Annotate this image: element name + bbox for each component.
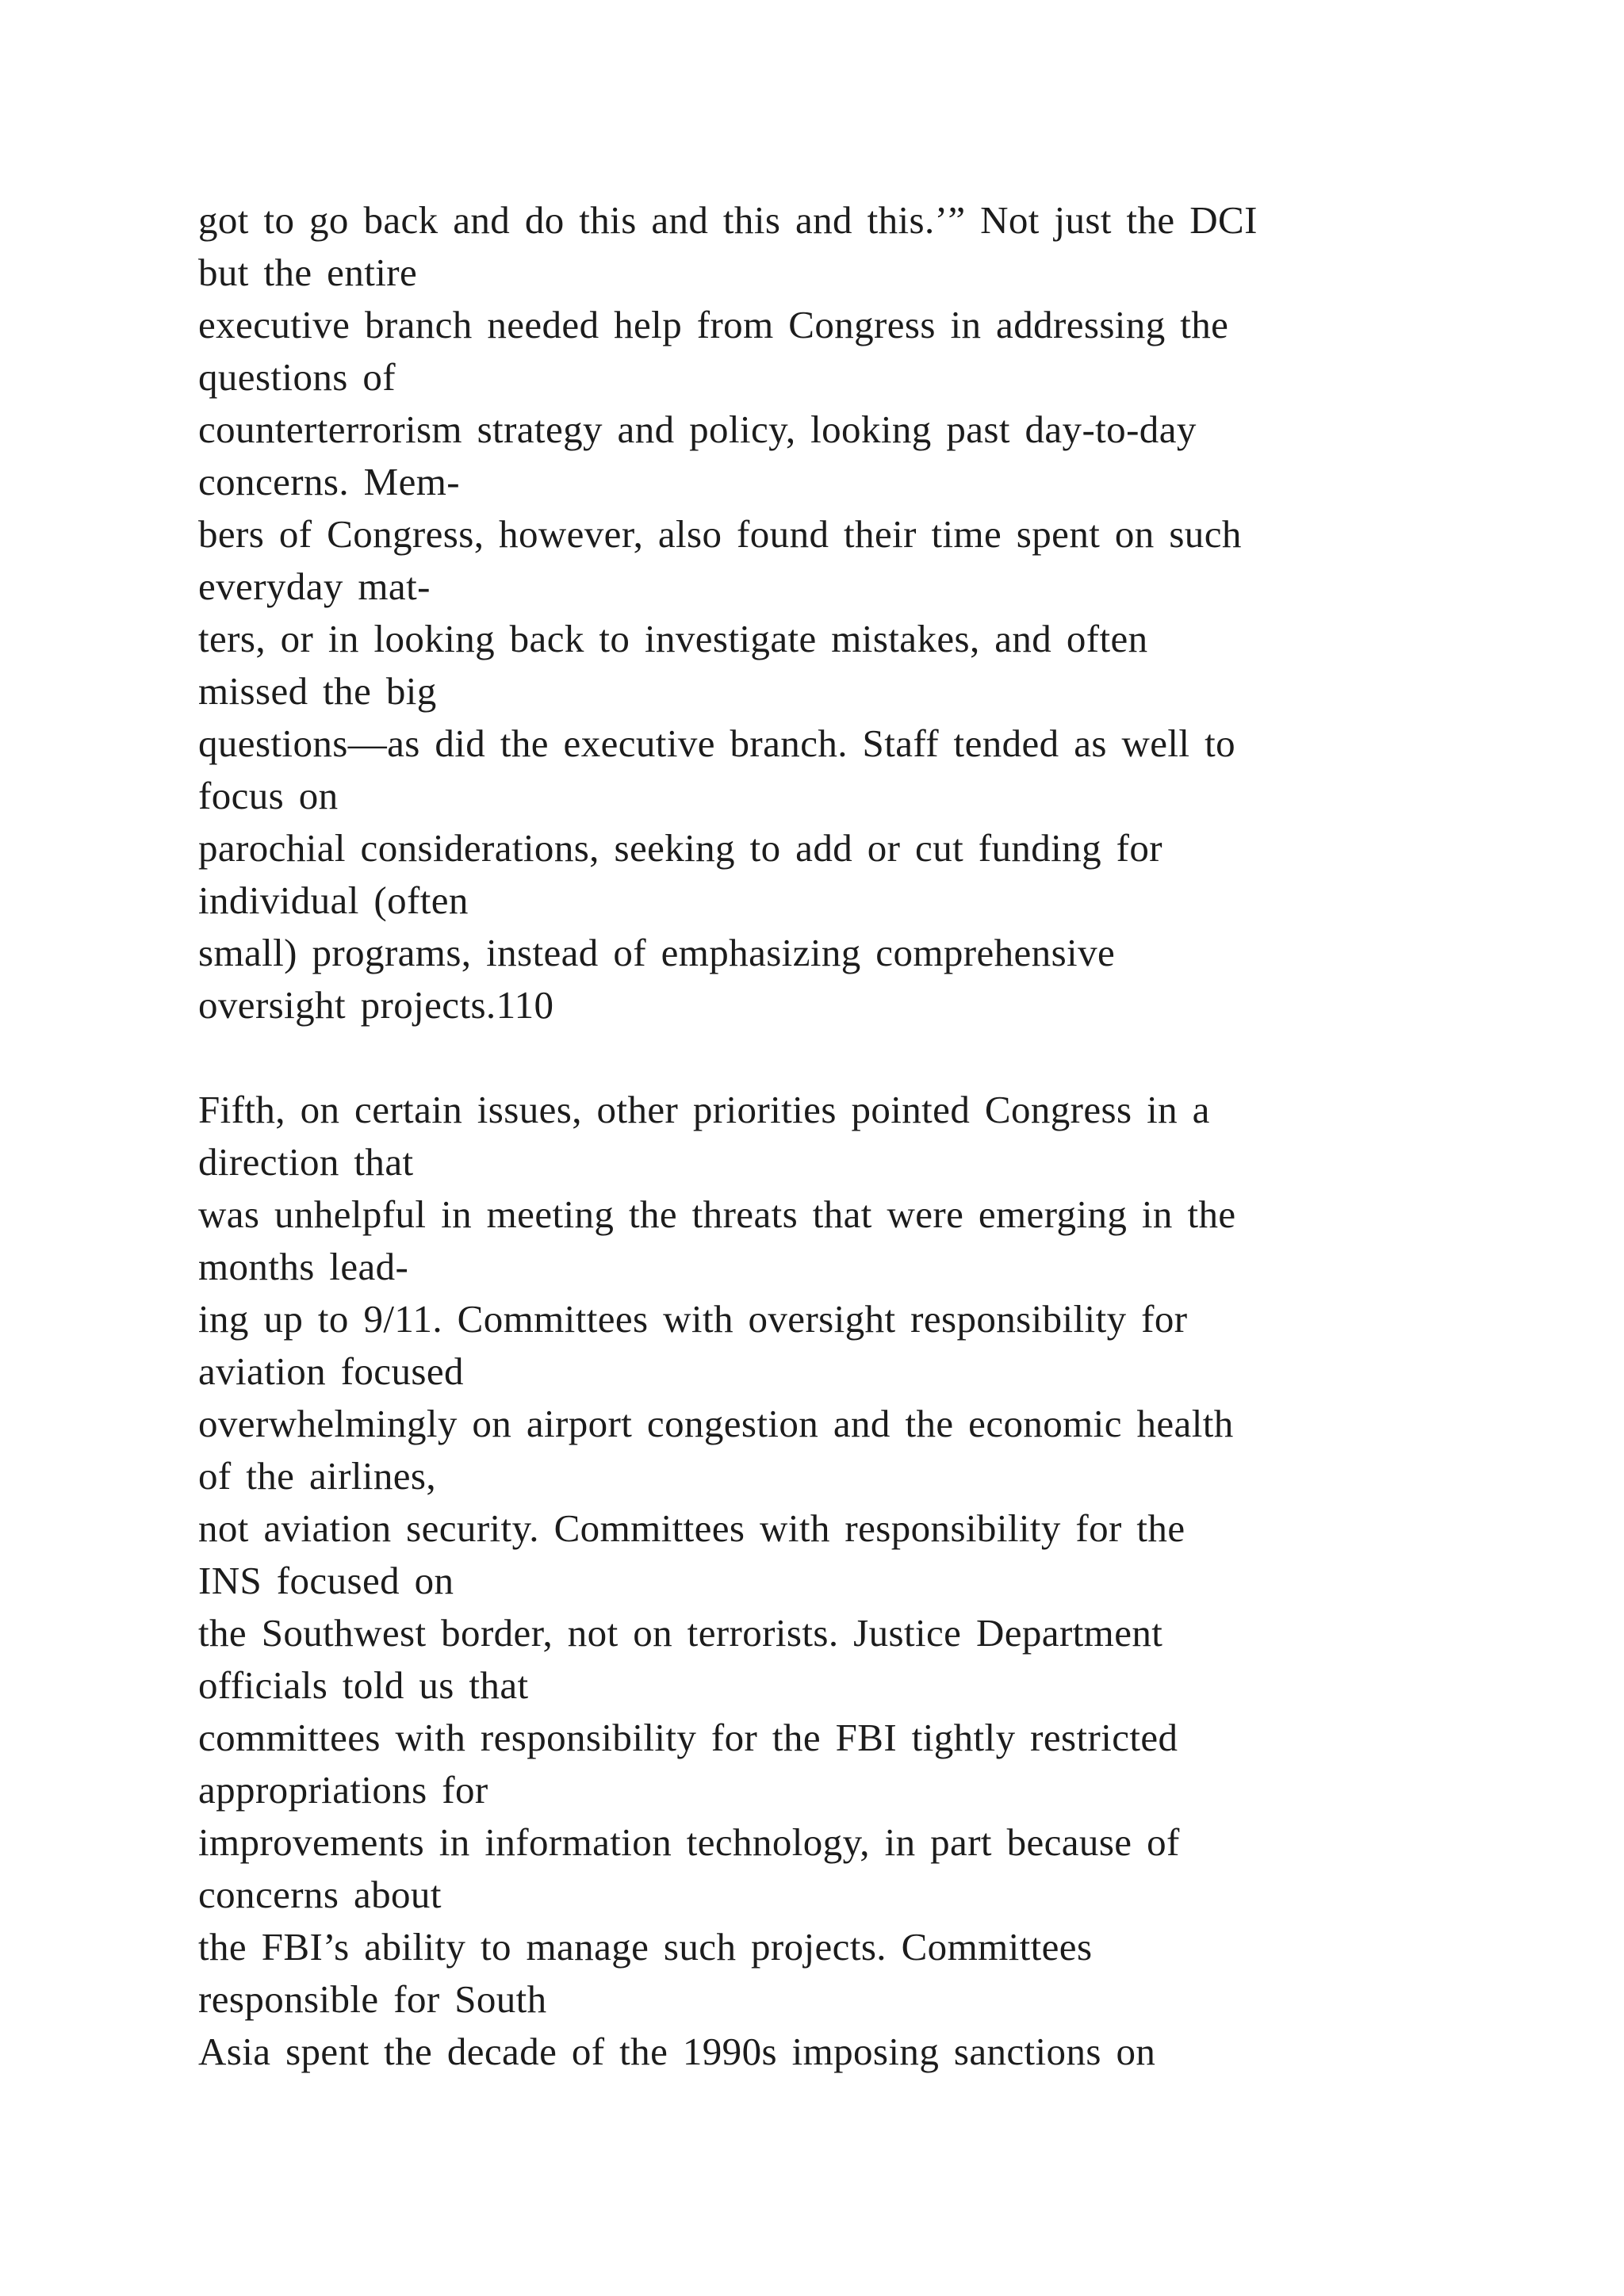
text-line: committees with responsibility for the FBI tightly restricted — [198, 1716, 1178, 1759]
text-line: Fifth, on certain issues, other priorities pointed Congress in a — [198, 1088, 1210, 1131]
text-line: ing up to 9/11. Committees with oversight responsibility for — [198, 1297, 1188, 1341]
text-line: bers of Congress, however, also found their time spent on such — [198, 512, 1242, 556]
text-line: concerns about — [198, 1873, 442, 1916]
text-line: the FBI’s ability to manage such projects. Committees — [198, 1925, 1093, 1969]
text-line: questions of — [198, 355, 396, 399]
paragraph-1 — [198, 194, 1435, 1031]
text-line: small) programs, instead of emphasizing comprehensive — [198, 931, 1116, 974]
text-line: was unhelpful in meeting the threats that were emerging in the — [198, 1192, 1236, 1236]
paragraph-gap — [198, 1031, 1435, 1084]
text-line: missed the big — [198, 669, 437, 713]
paragraph-2 — [198, 1084, 1435, 2078]
text-line: not aviation security. Committees with responsibility for the — [198, 1506, 1185, 1550]
text-line: individual (often — [198, 878, 469, 922]
text-line: overwhelmingly on airport congestion and the economic health — [198, 1402, 1234, 1445]
text-line: the Southwest border, not on terrorists. Justice Department — [198, 1611, 1163, 1655]
text-line: everyday mat- — [198, 564, 431, 608]
text-line: Asia spent the decade of the 1990s imposing sanctions on — [198, 2030, 1156, 2073]
text-line: direction that — [198, 1140, 414, 1184]
text-line: questions—as did the executive branch. Staff tended as well to — [198, 721, 1236, 765]
text-line: concerns. Mem- — [198, 460, 460, 503]
text-line: got to go back and do this and this and this.’” Not just the DCI — [198, 198, 1258, 242]
text-line: but the entire — [198, 251, 418, 294]
text-line: parochial considerations, seeking to add or cut funding for — [198, 826, 1162, 870]
text-line: oversight projects.110 — [198, 983, 554, 1027]
text-line: aviation focused — [198, 1349, 464, 1393]
text-line: months lead- — [198, 1245, 409, 1288]
text-line: focus on — [198, 774, 339, 817]
text-line: improvements in information technology, in part because of — [198, 1820, 1180, 1864]
text-line: ters, or in looking back to investigate mistakes, and often — [198, 617, 1148, 660]
text-line: of the airlines, — [198, 1454, 437, 1498]
text-line: officials told us that — [198, 1663, 529, 1707]
text-line: executive branch needed help from Congress in addressing the — [198, 303, 1229, 346]
text-line: counterterrorism strategy and policy, looking past day-to-day — [198, 408, 1197, 451]
text-line: INS focused on — [198, 1559, 454, 1602]
text-line: responsible for South — [198, 1977, 547, 2021]
text-line: appropriations for — [198, 1768, 488, 1812]
document-body-text — [198, 194, 1435, 2078]
